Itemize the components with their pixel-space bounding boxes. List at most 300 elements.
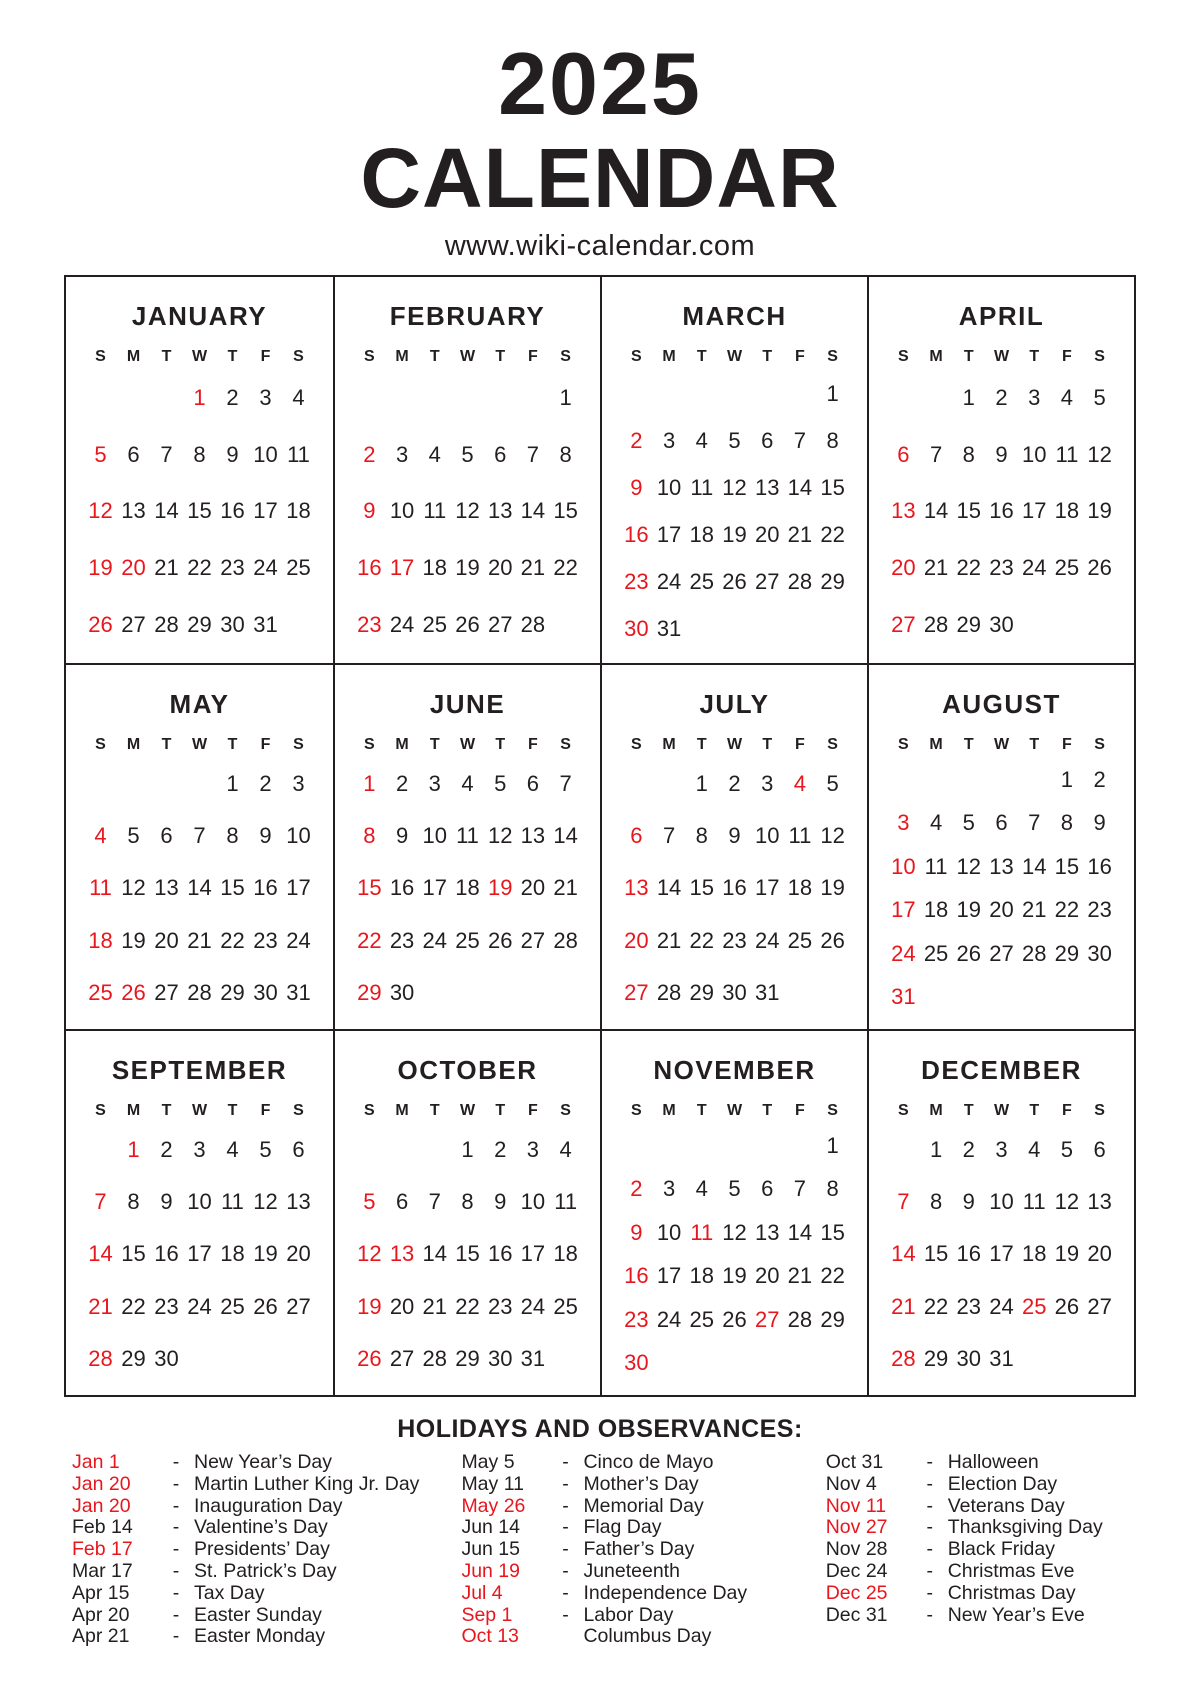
day-cell: 8: [962, 441, 975, 467]
day-cell: 21: [187, 927, 212, 953]
day-cell: 31: [989, 1345, 1014, 1371]
day-cell: 19: [487, 875, 513, 901]
day-cell: 25: [1021, 1293, 1047, 1319]
holiday-row: [826, 1583, 1134, 1605]
weekday-label: M: [395, 736, 409, 753]
day-cell: 26: [357, 1345, 382, 1371]
holiday-row: [461, 1539, 769, 1561]
day-cell: 29: [187, 611, 212, 637]
day-cell: 25: [553, 1293, 578, 1319]
holiday-separator: -: [562, 1559, 569, 1582]
holiday-row: [461, 1474, 769, 1496]
day-cell: 21: [88, 1293, 113, 1319]
day-cell: 20: [754, 522, 780, 548]
day-cell: 18: [1021, 1241, 1047, 1267]
day-cell: 3: [526, 1137, 540, 1163]
day-cell: 14: [187, 875, 212, 901]
weekday-label: S: [631, 736, 642, 753]
day-cell: 22: [220, 927, 245, 953]
day-cell: 31: [754, 979, 780, 1005]
day-cell: 4: [695, 427, 708, 453]
weekday-label: T: [1029, 1102, 1040, 1119]
day-cell: 1: [461, 1137, 474, 1163]
day-cell: 28: [787, 1306, 813, 1332]
day-cell: 2: [259, 771, 272, 797]
day-cell: 19: [121, 927, 146, 953]
weekday-label: T: [227, 736, 238, 753]
day-cell: 19: [357, 1293, 382, 1319]
day-cell: 2: [962, 1137, 975, 1163]
day-cell: 27: [389, 1345, 415, 1371]
day-cell: 11: [690, 474, 714, 500]
day-cell: 14: [88, 1241, 113, 1267]
day-cell: 16: [220, 498, 245, 524]
weekday-label: W: [993, 736, 1010, 753]
day-cell: 28: [187, 979, 212, 1005]
holiday-date: Dec 24: [825, 1559, 888, 1582]
day-cell: 20: [487, 555, 513, 581]
holiday-name: Memorial Day: [583, 1494, 704, 1517]
holiday-separator: -: [562, 1538, 569, 1561]
holiday-date: Nov 28: [825, 1538, 888, 1561]
weekday-label: T: [227, 348, 238, 365]
day-cell: 19: [88, 555, 113, 581]
day-cell: 29: [121, 1345, 146, 1371]
holiday-row: [72, 1517, 419, 1539]
day-cell: 15: [923, 1241, 949, 1267]
day-cell: 25: [286, 555, 311, 581]
day-cell: 19: [722, 522, 747, 548]
holiday-name: Independence Day: [583, 1581, 748, 1604]
day-cell: 29: [956, 611, 982, 637]
day-cell: 11: [1022, 1189, 1046, 1215]
holiday-date: Jan 1: [72, 1451, 120, 1473]
page-title: CALENDAR: [360, 131, 840, 225]
day-cell: 20: [754, 1263, 780, 1289]
weekday-label: S: [898, 348, 909, 365]
day-cell: 1: [226, 771, 239, 797]
day-cell: 13: [989, 853, 1014, 879]
holiday-separator: -: [562, 1603, 569, 1626]
weekday-label: T: [227, 1102, 238, 1119]
month-days: [347, 1124, 588, 1385]
day-cell: 1: [1060, 766, 1074, 792]
day-cell: 1: [559, 385, 572, 411]
day-cell: 13: [389, 1241, 415, 1267]
holiday-separator: -: [172, 1451, 180, 1473]
day-cell: 15: [1054, 853, 1080, 879]
day-cell: 25: [422, 611, 448, 637]
holiday-separator: -: [172, 1516, 180, 1539]
day-cell: 9: [160, 1189, 173, 1215]
day-cell: 10: [286, 823, 311, 849]
holiday-separator: -: [172, 1472, 180, 1495]
day-cell: 21: [787, 522, 813, 548]
holiday-date: Jun 19: [461, 1559, 520, 1582]
day-cell: 29: [689, 979, 715, 1005]
holiday-name: New Year’s Day: [194, 1451, 333, 1473]
day-cell: 21: [154, 555, 179, 581]
day-cell: 31: [286, 979, 311, 1005]
holidays-title: HOLIDAYS AND OBSERVANCES:: [397, 1415, 803, 1443]
day-cell: 29: [923, 1345, 949, 1371]
weekday-label: S: [364, 736, 375, 753]
weekday-label: T: [429, 348, 440, 365]
day-cell: 5: [826, 771, 839, 797]
day-cell: 9: [363, 498, 376, 524]
day-cell: 12: [253, 1189, 278, 1215]
holiday-name: Inauguration Day: [194, 1494, 343, 1517]
day-cell: 9: [395, 823, 409, 849]
weekday-row: [78, 736, 321, 754]
day-cell: 5: [1060, 1137, 1074, 1163]
day-cell: 18: [923, 897, 949, 923]
month-title: MAY: [169, 689, 230, 719]
day-cell: 3: [428, 771, 441, 797]
day-cell: 4: [292, 385, 305, 411]
day-cell: 10: [422, 823, 448, 849]
month-title: JANUARY: [131, 301, 268, 331]
day-cell: 26: [121, 979, 146, 1005]
weekday-label: F: [260, 736, 271, 753]
month-june: [333, 663, 600, 1029]
weekday-label: T: [161, 1102, 172, 1119]
day-cell: 23: [487, 1293, 513, 1319]
day-cell: 20: [154, 927, 179, 953]
day-cell: 6: [630, 823, 643, 849]
day-cell: 2: [630, 427, 643, 453]
day-cell: 20: [286, 1241, 311, 1267]
weekday-label: S: [898, 1102, 909, 1119]
day-cell: 28: [520, 611, 546, 637]
day-cell: 15: [553, 498, 578, 524]
day-cell: 26: [722, 569, 747, 595]
day-cell: 29: [1054, 940, 1080, 966]
day-cell: 5: [94, 441, 107, 467]
day-cell: 11: [423, 498, 447, 524]
day-cell: 31: [891, 984, 916, 1010]
weekday-row: [347, 1102, 588, 1120]
weekday-label: F: [528, 736, 538, 753]
day-cell: 28: [88, 1345, 113, 1371]
weekday-label: S: [364, 1102, 375, 1119]
day-cell: 28: [1021, 940, 1047, 966]
holiday-separator: -: [562, 1451, 569, 1473]
weekday-row: [347, 348, 588, 366]
day-cell: 11: [690, 1219, 714, 1245]
weekday-label: M: [929, 736, 943, 753]
weekday-label: T: [696, 736, 707, 753]
holiday-name: Mother’s Day: [583, 1472, 699, 1495]
day-cell: 8: [363, 823, 376, 849]
weekday-label: M: [662, 348, 676, 365]
month-title: AUGUST: [942, 689, 1061, 719]
weekday-label: T: [1029, 348, 1040, 365]
day-cell: 2: [494, 1137, 507, 1163]
day-cell: 22: [689, 927, 715, 953]
day-cell: 14: [891, 1241, 916, 1267]
weekday-row: [614, 736, 855, 754]
weekday-label: M: [662, 1102, 676, 1119]
day-cell: 17: [656, 1263, 682, 1289]
weekday-label: W: [459, 736, 476, 753]
weekday-label: M: [126, 348, 141, 365]
day-cell: 3: [761, 771, 774, 797]
day-cell: 10: [656, 1219, 682, 1245]
day-cell: 15: [455, 1241, 480, 1267]
holiday-row: [826, 1539, 1134, 1561]
day-cell: 30: [624, 616, 649, 642]
day-cell: 13: [121, 498, 146, 524]
day-cell: 22: [553, 555, 578, 581]
day-cell: 25: [689, 569, 715, 595]
month-title: MARCH: [682, 301, 787, 331]
day-cell: 26: [253, 1293, 278, 1319]
holiday-row: [461, 1561, 769, 1583]
day-cell: 16: [956, 1241, 982, 1267]
day-cell: 2: [995, 385, 1008, 411]
day-cell: 8: [559, 441, 572, 467]
day-cell: 10: [389, 498, 415, 524]
day-cell: 6: [761, 427, 774, 453]
holiday-name: Columbus Day: [583, 1625, 712, 1648]
day-cell: 10: [520, 1189, 546, 1215]
weekday-label: S: [560, 348, 571, 365]
day-cell: 14: [787, 474, 813, 500]
month-title: NOVEMBER: [653, 1055, 816, 1085]
day-cell: 2: [728, 771, 741, 797]
day-cell: 16: [989, 498, 1014, 524]
holiday-date: May 26: [461, 1494, 526, 1517]
holiday-separator: -: [926, 1494, 933, 1517]
holiday-date: Dec 31: [825, 1603, 888, 1626]
month-title: JUNE: [429, 689, 506, 719]
day-cell: 10: [1021, 441, 1047, 467]
day-cell: 26: [820, 927, 845, 953]
weekday-label: S: [95, 1102, 106, 1119]
day-cell: 12: [722, 474, 747, 500]
holiday-row: [72, 1626, 419, 1648]
day-cell: 27: [121, 611, 146, 637]
day-cell: 11: [788, 823, 812, 849]
holiday-separator: -: [172, 1494, 180, 1517]
day-cell: 4: [461, 771, 474, 797]
weekday-label: T: [963, 736, 974, 753]
weekday-label: T: [429, 736, 440, 753]
day-cell: 13: [520, 823, 546, 849]
weekday-label: F: [795, 348, 805, 365]
weekday-label: W: [191, 348, 208, 365]
day-cell: 6: [127, 441, 140, 467]
day-cell: 30: [487, 1345, 513, 1371]
day-cell: 7: [929, 441, 943, 467]
day-cell: 19: [1054, 1241, 1080, 1267]
day-cell: 24: [656, 1306, 682, 1332]
day-cell: 17: [520, 1241, 546, 1267]
day-cell: 24: [389, 611, 415, 637]
day-cell: 16: [624, 522, 649, 548]
day-cell: 5: [259, 1137, 272, 1163]
month-july: [600, 663, 867, 1029]
day-cell: 21: [923, 555, 949, 581]
holiday-row: [461, 1626, 769, 1648]
day-cell: 15: [220, 875, 245, 901]
holiday-date: May 5: [461, 1451, 515, 1473]
day-cell: 19: [455, 555, 480, 581]
day-cell: 9: [630, 1219, 643, 1245]
day-cell: 12: [820, 823, 845, 849]
holiday-date: Mar 17: [72, 1559, 133, 1582]
holiday-date: Jan 20: [72, 1472, 131, 1495]
holiday-separator: -: [562, 1472, 569, 1495]
weekday-label: W: [191, 1102, 208, 1119]
day-cell: 7: [193, 823, 206, 849]
page-header: [0, 0, 1200, 261]
day-cell: 7: [793, 1176, 807, 1202]
day-cell: 10: [754, 823, 780, 849]
day-cell: 5: [728, 1176, 741, 1202]
weekday-label: T: [429, 1102, 440, 1119]
day-cell: 20: [121, 555, 146, 581]
weekday-label: S: [293, 348, 304, 365]
day-cell: 5: [728, 427, 741, 453]
weekday-label: S: [293, 736, 304, 753]
day-cell: 9: [962, 1189, 975, 1215]
holiday-name: Easter Monday: [194, 1625, 326, 1648]
weekday-label: T: [495, 348, 506, 365]
day-cell: 16: [487, 1241, 513, 1267]
weekday-label: S: [631, 1102, 642, 1119]
day-cell: 29: [820, 1306, 845, 1332]
day-cell: 20: [989, 897, 1014, 923]
holiday-row: [461, 1452, 769, 1474]
holiday-date: May 11: [461, 1472, 524, 1495]
month-days: [614, 370, 855, 653]
weekday-label: T: [161, 348, 172, 365]
day-cell: 17: [187, 1241, 212, 1267]
weekday-label: T: [762, 348, 773, 365]
day-cell: 2: [160, 1137, 173, 1163]
holiday-row: [72, 1605, 419, 1627]
day-cell: 29: [357, 979, 382, 1005]
day-cell: 30: [220, 611, 245, 637]
holiday-columns: [66, 1452, 1134, 1648]
day-cell: 5: [461, 441, 474, 467]
day-cell: 14: [656, 875, 682, 901]
day-cell: 5: [127, 823, 140, 849]
day-cell: 20: [1087, 1241, 1112, 1267]
day-cell: 6: [761, 1176, 774, 1202]
day-cell: 20: [624, 927, 649, 953]
weekday-label: F: [528, 348, 538, 365]
day-cell: 23: [624, 569, 649, 595]
weekday-label: W: [191, 736, 208, 753]
day-cell: 15: [956, 498, 982, 524]
day-cell: 8: [226, 823, 239, 849]
day-cell: 24: [187, 1293, 212, 1319]
holiday-date: Jan 20: [72, 1494, 131, 1517]
holiday-date: Apr 15: [72, 1581, 130, 1604]
day-cell: 1: [826, 380, 839, 406]
day-cell: 10: [656, 474, 682, 500]
day-cell: 11: [221, 1189, 244, 1215]
day-cell: 10: [187, 1189, 212, 1215]
day-cell: 2: [395, 771, 409, 797]
holiday-name: Tax Day: [194, 1581, 265, 1604]
weekday-label: S: [827, 736, 838, 753]
day-cell: 20: [891, 555, 916, 581]
day-cell: 22: [187, 555, 212, 581]
weekday-row: [347, 736, 588, 754]
weekday-row: [881, 736, 1122, 754]
day-cell: 30: [389, 979, 415, 1005]
holiday-date: Sep 1: [461, 1603, 513, 1626]
holiday-row: [72, 1561, 419, 1583]
day-cell: 7: [897, 1189, 910, 1215]
weekday-label: T: [161, 736, 172, 753]
day-cell: 24: [286, 927, 311, 953]
holiday-date: Oct 13: [461, 1625, 519, 1648]
holiday-separator: -: [562, 1494, 569, 1517]
day-cell: 24: [989, 1293, 1014, 1319]
day-cell: 9: [630, 474, 643, 500]
holiday-date: Nov 4: [825, 1472, 877, 1495]
weekday-label: S: [827, 348, 838, 365]
day-cell: 15: [121, 1241, 146, 1267]
day-cell: 31: [253, 611, 278, 637]
holidays-section: [66, 1415, 1134, 1648]
day-cell: 31: [656, 616, 682, 642]
day-cell: 3: [995, 1137, 1008, 1163]
holiday-date: Feb 14: [72, 1516, 133, 1539]
day-cell: 6: [995, 810, 1008, 836]
day-cell: 2: [1093, 766, 1106, 792]
holiday-separator: -: [172, 1559, 180, 1582]
holiday-name: Election Day: [947, 1472, 1058, 1495]
weekday-label: M: [662, 736, 676, 753]
weekday-label: S: [827, 1102, 838, 1119]
day-cell: 10: [989, 1189, 1014, 1215]
day-cell: 30: [624, 1350, 649, 1376]
day-cell: 13: [286, 1189, 311, 1215]
day-cell: 23: [624, 1306, 649, 1332]
day-cell: 25: [923, 940, 949, 966]
day-cell: 6: [160, 823, 173, 849]
day-cell: 18: [220, 1241, 245, 1267]
month-october: [333, 1029, 600, 1395]
day-cell: 4: [94, 823, 107, 849]
holiday-separator: -: [926, 1472, 933, 1495]
day-cell: 21: [891, 1293, 916, 1319]
holiday-name: Easter Sunday: [194, 1603, 322, 1626]
day-cell: 26: [487, 927, 513, 953]
holiday-name: Valentine’s Day: [194, 1516, 328, 1539]
holiday-row: [72, 1496, 419, 1518]
day-cell: 25: [88, 979, 113, 1005]
day-cell: 20: [520, 875, 546, 901]
holiday-column: [419, 1452, 769, 1648]
day-cell: 14: [787, 1219, 813, 1245]
day-cell: 27: [891, 611, 916, 637]
weekday-row: [881, 348, 1122, 366]
day-cell: 3: [259, 385, 272, 411]
day-cell: 1: [127, 1137, 140, 1163]
holiday-separator: -: [562, 1516, 569, 1539]
day-cell: 29: [820, 569, 845, 595]
day-cell: 13: [154, 875, 179, 901]
day-cell: 8: [193, 441, 206, 467]
day-cell: 19: [722, 1263, 747, 1289]
